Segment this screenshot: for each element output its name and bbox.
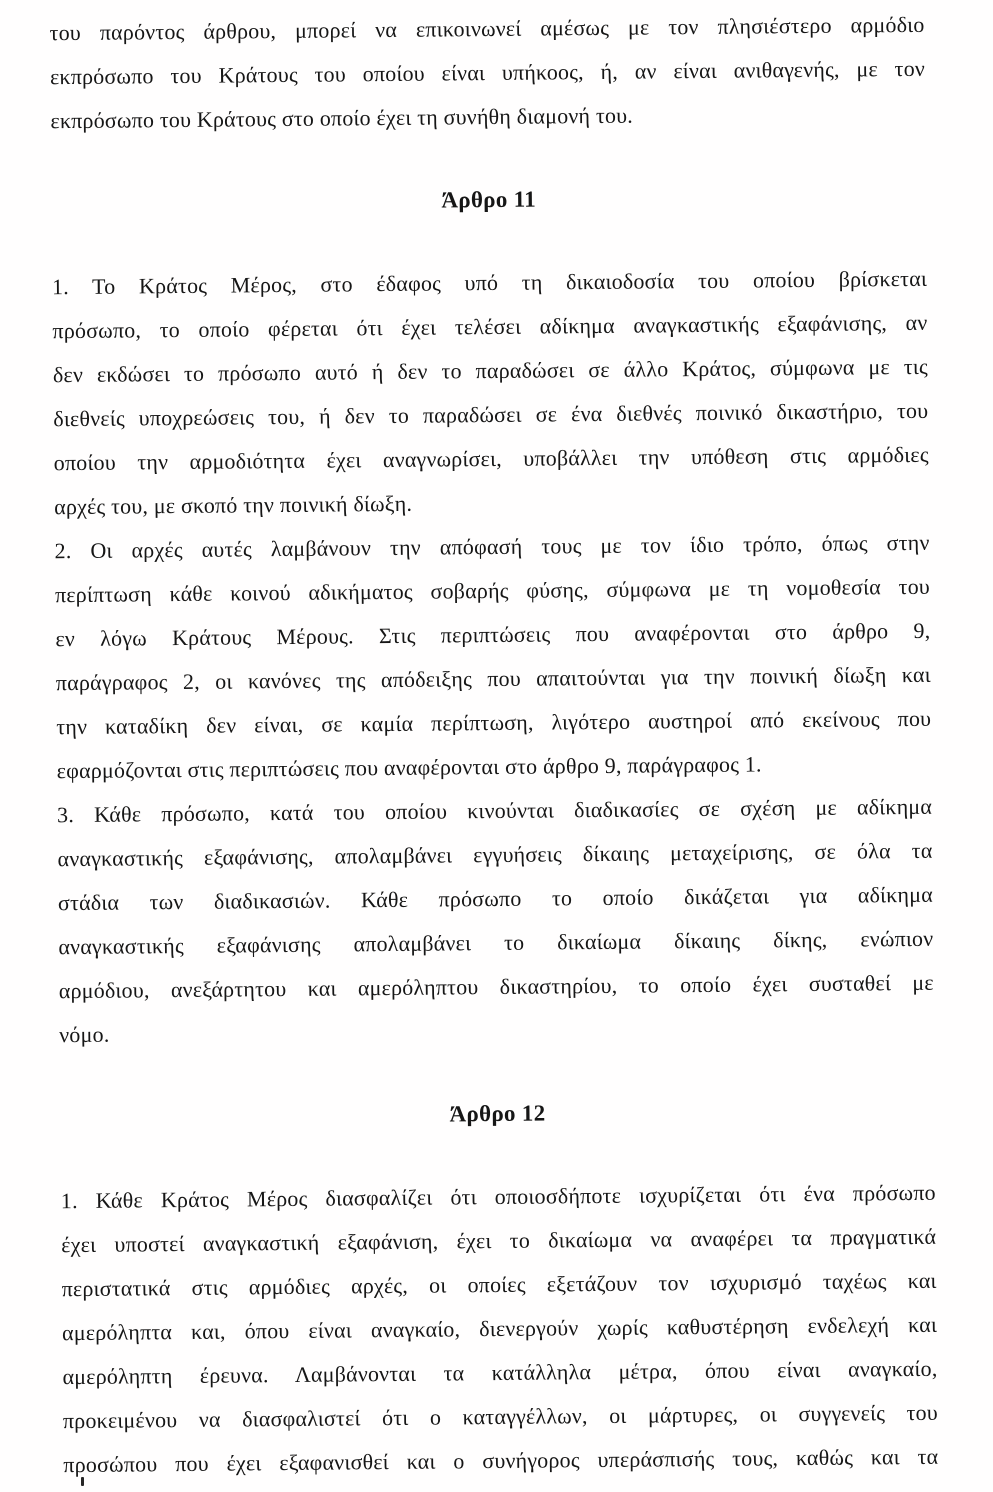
text-line: αρμόδιου, ανεξάρτητου και αμερόληπτου δικαστηρίου, το οποίο έχει συσταθεί με (58, 969, 934, 1004)
text-line: εκπρόσωπο του Κράτους του οποίου είναι υπήκοος, ή, αν είναι ανιθαγενής, με τον (49, 55, 926, 90)
article-12-heading: Άρθρο 12 (449, 1100, 546, 1127)
text-line: 3. Κάθε πρόσωπο, κατά του οποίου κινούνται διαδικασίες σε σχέση με αδίκημα (56, 793, 933, 828)
text-line: νόμο. (59, 1021, 110, 1048)
text-line: αναγκαστικής εξαφάνισης απολαμβάνει το δικαίωμα δίκαιης δίκης, ενώπιον (58, 925, 934, 960)
scan-artifact-speck (81, 1477, 84, 1486)
text-line: περίπτωση κάθε κοινού αδικήματος σοβαρής φύσης, σύμφωνα με τη νομοθεσία του (54, 573, 931, 608)
intro-paragraph-continuation (49, 3, 925, 143)
text-line: αναγκαστικής εξαφάνισης, απολαμβάνει εγγυήσεις δίκαιης μεταχείρισης, σε όλα τα (57, 837, 933, 872)
text-line: αμερόληπτη έρευνα. Λαμβάνονται τα κατάλληλα μέτρα, όπου είναι αναγκαίο, (62, 1355, 938, 1390)
article-11-paragraph-3 (57, 785, 934, 1057)
text-line: του παρόντος άρθρου, μπορεί να επικοινωνεί αμέσως με τον πλησιέστερο αρμόδιο (49, 11, 925, 46)
text-line: παράγραφος 2, οι κανόνες της απόδειξης που απαιτούνται για την ποινική δίωξη και (55, 661, 931, 696)
article-12-paragraph-1 (61, 1171, 939, 1487)
text-line: προσώπου που έχει εξαφανισθεί και ο συνήγορος υπεράσπισής τους, καθώς και τα (63, 1443, 939, 1478)
text-line: εφαρμόζονται στις περιπτώσεις που αναφέρονται στο άρθρο 9, παράγραφος 1. (56, 751, 762, 784)
text-line: οποίου την αρμοδιότητα έχει αναγνωρίσει, υποβάλλει την υπόθεση στις αρμόδιες (53, 441, 929, 476)
text-line: εν λόγω Κράτους Μέρους. Στις περιπτώσεις που αναφέρονται στο άρθρο 9, (55, 617, 931, 652)
text-line: την καταδίκη δεν είναι, σε καμία περίπτωση, λιγότερο αυστηροί από εκείνους που (56, 705, 932, 740)
text-line: διεθνείς υποχρεώσεις του, ή δεν το παραδώσει σε ένα διεθνές ποινικό δικαστήριο, του (53, 397, 929, 432)
text-line: 1. Το Κράτος Μέρος, στο έδαφος υπό τη δικαιοδοσία του οποίου βρίσκεται (51, 265, 928, 300)
text-line: πρόσωπο, το οποίο φέρεται ότι έχει τελέσει αδίκημα αναγκαστικής εξαφάνισης, αν (52, 309, 928, 344)
text-line: στάδια των διαδικασιών. Κάθε πρόσωπο το οποίο δικάζεται για αδίκημα (57, 881, 934, 916)
text-line: περιστατικά στις αρμόδιες αρχές, οι οποίες εξετάζουν τον ισχυρισμό ταχέως και (61, 1267, 937, 1302)
text-line: δεν εκδώσει το πρόσωπο αυτό ή δεν το παραδώσει σε άλλο Κράτος, σύμφωνα με τις (52, 353, 928, 388)
text-line: 2. Οι αρχές αυτές λαμβάνουν την απόφασή τους με τον ίδιο τρόπο, όπως στην (54, 529, 930, 564)
article-11-paragraph-1 (52, 257, 929, 529)
text-line: αρχές του, με σκοπό την ποινική δίωξη. (54, 490, 413, 520)
text-line: εκπρόσωπο του Κράτους στο οποίο έχει τη συνήθη διαμονή του. (50, 102, 634, 134)
text-line: 1. Κάθε Κράτος Μέρος διασφαλίζει ότι οποιοσδήποτε ισχυρίζεται ότι ένα πρόσωπο (60, 1179, 936, 1214)
article-11-paragraph-2 (54, 521, 931, 793)
text-line: έχει υποστεί αναγκαστική εξαφάνιση, έχει το δικαίωμα να αναφέρει τα πραγματικά (61, 1223, 937, 1258)
text-line: προκειμένου να διασφαλιστεί ότι ο καταγγέλλων, οι μάρτυρες, οι συγγενείς του (62, 1399, 939, 1434)
article-11-heading: Άρθρο 11 (441, 186, 537, 213)
text-line: αμερόληπτα και, όπου είναι αναγκαίο, διενεργούν χωρίς καθυστέρηση ενδελεχή και (61, 1311, 938, 1346)
